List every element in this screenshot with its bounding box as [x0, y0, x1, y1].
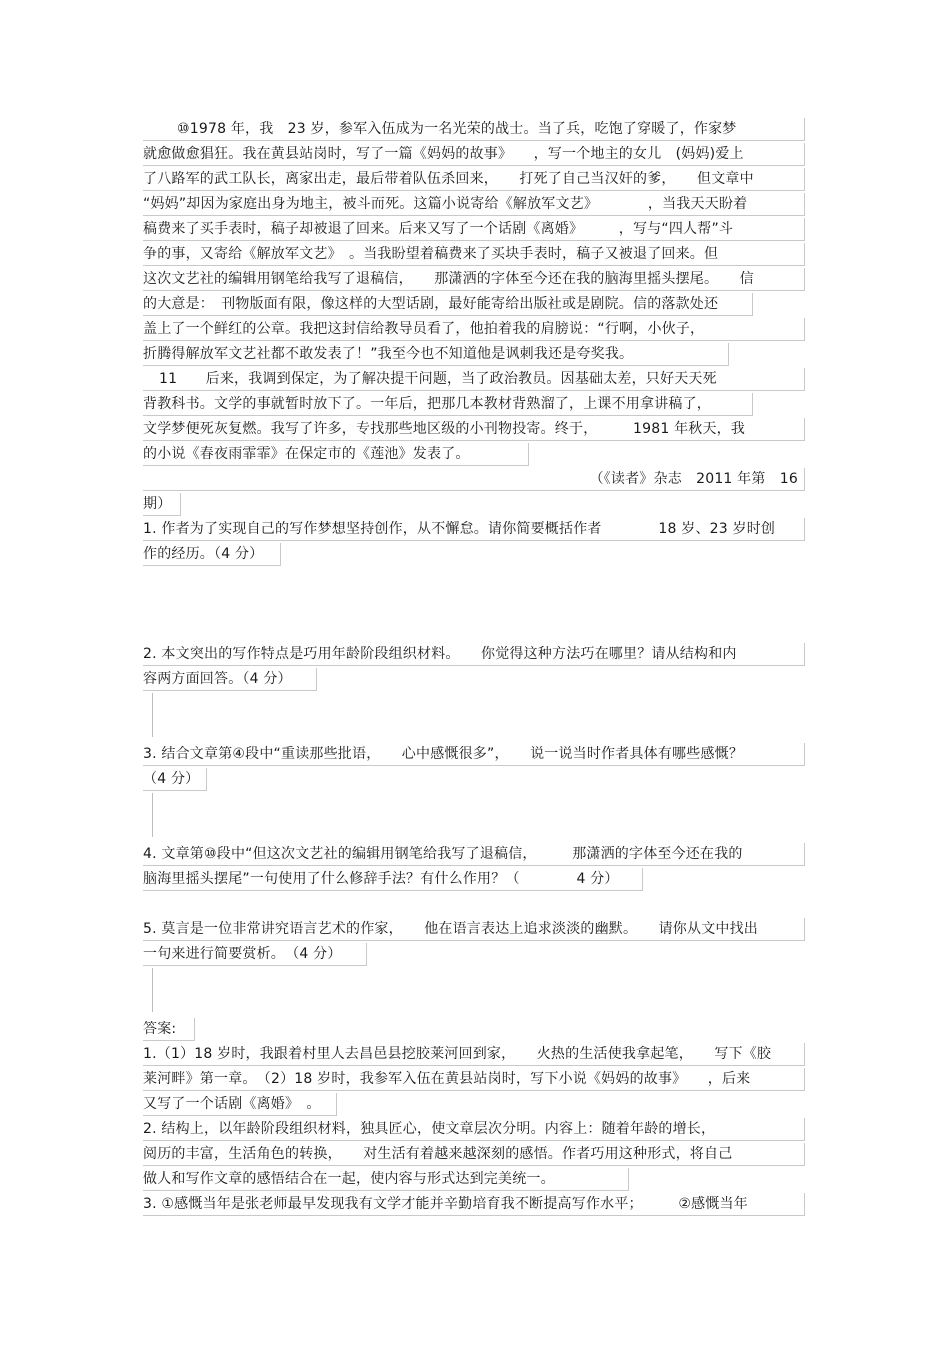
question-2-line-2: 容两方面回答。（4 分）	[143, 668, 317, 691]
source-citation-end: 期）	[143, 493, 181, 516]
p11-line-4: 的小说《春夜雨霏霏》在保定市的《莲池》发表了。	[143, 443, 529, 466]
p10-line-6: 争的事，又寄给《解放军文艺》 。当我盼望着稿费来了买块手表时，稿子又被退了回来。但	[143, 243, 805, 266]
question-1-line-2: 作的经历。（4 分）	[143, 543, 281, 566]
question-4-line-2: 脑海里摇头摆尾”一句使用了什么修辞手法？有什么作用？（ 4 分）	[143, 868, 643, 891]
question-2-line-1: 2. 本文突出的写作特点是巧用年龄阶段组织材料。 你觉得这种方法巧在哪里？请从结构和内	[143, 643, 805, 666]
p10-line-3: 了八路军的武工队长，离家出走，最后带着队伍杀回来， 打死了自己当汉奸的爹， 但文章中	[143, 168, 805, 191]
question-5-line-1: 5. 莫言是一位非常讲究语言艺术的作家， 他在语言表达上追求淡淡的幽默。 请你从文中找出	[143, 918, 805, 941]
p11-line-1: 11 后来，我调到保定，为了解决提干问题，当了政治教员。因基础太差，只好天天死	[143, 368, 805, 391]
answer-2-line-3: 做人和写作文章的感悟结合在一起，使内容与形式达到完美统一。	[143, 1168, 629, 1191]
question-1-line-1: 1. 作者为了实现自己的写作梦想坚持创作，从不懈怠。请你简要概括作者 18 岁、23 岁时创	[143, 518, 805, 541]
answer-2-line-1: 2. 结构上，以年龄阶段组织材料，独具匠心，使文章层次分明。内容上：随着年龄的增长，	[143, 1118, 805, 1141]
p10-line-2: 就愈做愈猖狂。我在黄县站岗时，写了一篇《妈妈的故事》 ，写一个地主的女儿 (妈妈)爱上	[143, 143, 805, 166]
p10-line-10: 折腾得解放军文艺社都不敢发表了！”我至今也不知道他是讽刺我还是夸奖我。	[143, 343, 729, 366]
p10-line-1: ⑩1978 年，我 23 岁，参军入伍成为一名光荣的战士。当了兵，吃饱了穿暖了，作家梦	[143, 118, 805, 141]
p10-line-4: “妈妈”却因为家庭出身为地主，被斗而死。这篇小说寄给《解放军文艺》 ，当我天天盼着	[143, 193, 805, 216]
answer-2-line-2: 阅历的丰富，生活角色的转换， 对生活有着越来越深刻的感悟。作者巧用这种形式，将自己	[143, 1143, 805, 1166]
question-3-line-1: 3. 结合文章第④段中“重读那些批语， 心中感慨很多”， 说一说当时作者具体有哪些感慨？	[143, 743, 805, 766]
p10-line-9: 盖上了一个鲜红的公章。我把这封信给教导员看了，他拍着我的肩膀说：“行啊，小伙子，	[143, 318, 805, 341]
answer-space-3	[152, 793, 153, 837]
question-3-line-2: （4 分）	[143, 768, 207, 791]
source-citation: （《读者》杂志 2011 年第 16	[143, 468, 805, 491]
p10-line-5: 稿费来了买手表时，稿子却被退了回来。后来又写了一个话剧《离婚》 ，写与“四人帮”斗	[143, 218, 805, 241]
answer-3-line-1: 3. ①感慨当年是张老师最早发现我有文学才能并辛勤培育我不断提高写作水平； ②感慨当年	[143, 1193, 805, 1216]
answer-1-line-3: 又写了一个话剧《离婚》 。	[143, 1093, 337, 1116]
question-5-line-2: 一句来进行简要赏析。 （4 分）	[143, 943, 367, 966]
p11-line-2: 背教科书。文学的事就暂时放下了。一年后，把那几本教材背熟溜了，上课不用拿讲稿了，	[143, 393, 753, 416]
answer-1-line-1: 1.（1）18 岁时，我跟着村里人去昌邑县挖胶莱河回到家， 火热的生活使我拿起笔， 写下《胶	[143, 1043, 805, 1066]
answers-heading: 答案:	[143, 1018, 195, 1041]
p11-line-3: 文学梦便死灰复燃。我写了许多，专找那些地区级的小刊物投寄。终于， 1981 年秋天，我	[143, 418, 805, 441]
p10-line-8: 的大意是： 刊物版面有限，像这样的大型话剧，最好能寄给出版社或是剧院。信的落款处还	[143, 293, 753, 316]
p10-line-7: 这次文艺社的编辑用钢笔给我写了退稿信， 那潇洒的字体至今还在我的脑海里摇头摆尾。 信	[143, 268, 805, 291]
answer-1-line-2: 莱河畔》第一章。 （2）18 岁时，我参军入伍在黄县站岗时，写下小说《妈妈的故事》 ，后来	[143, 1068, 805, 1091]
answer-space-5	[152, 968, 153, 1012]
answer-space-2	[152, 693, 153, 737]
question-4-line-1: 4. 文章第⑩段中“但这次文艺社的编辑用钢笔给我写了退稿信， 那潇洒的字体至今还在我的	[143, 843, 805, 866]
